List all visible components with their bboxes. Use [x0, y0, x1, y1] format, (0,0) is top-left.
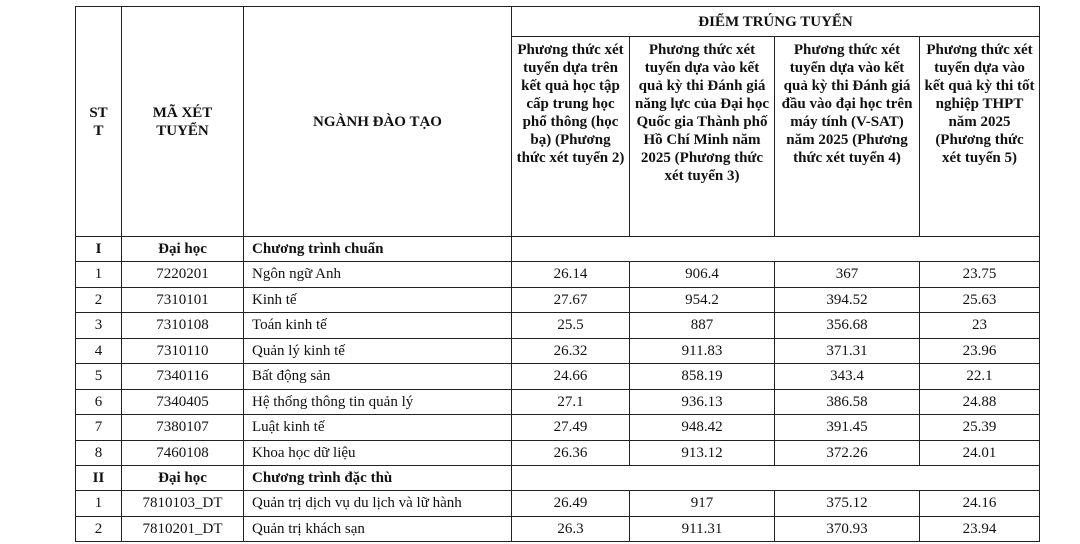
section-roman: I: [76, 237, 122, 262]
cell-score-method-3: 906.4: [630, 262, 775, 288]
cell-score-method-3: 936.13: [630, 389, 775, 415]
cell-score-method-2: 27.49: [512, 415, 630, 441]
cell-score-method-3: 911.31: [630, 516, 775, 542]
section-level: Đại học: [122, 237, 244, 262]
table-row: [76, 389, 1040, 415]
cell-score-method-2: 26.49: [512, 491, 630, 517]
section-roman: II: [76, 466, 122, 491]
cell-stt: 1: [76, 262, 122, 288]
cell-score-method-3: 917: [630, 491, 775, 517]
cell-score-method-2: 26.14: [512, 262, 630, 288]
table-row: [76, 287, 1040, 313]
cell-score-method-2: 26.32: [512, 338, 630, 364]
cell-major-name: Quản lý kinh tế: [244, 338, 512, 364]
cell-score-method-5: 25.39: [920, 415, 1040, 441]
cell-score-method-3: 858.19: [630, 364, 775, 390]
section-row: [76, 466, 1040, 491]
cell-score-method-2: 26.3: [512, 516, 630, 542]
header-method-3: Phương thức xét tuyển dựa vào kết quả kỳ thi Đánh giá năng lực của Đại học Quốc gia Thành phố Hồ Chí Minh năm 2025 (Phương thức xét tuyển 3): [630, 37, 775, 237]
cell-code: 7340405: [122, 389, 244, 415]
header-diem-trung-tuyen: ĐIỂM TRÚNG TUYỂN: [512, 7, 1040, 37]
cell-score-method-3: 954.2: [630, 287, 775, 313]
cell-score-method-2: 24.66: [512, 364, 630, 390]
cell-stt: 5: [76, 364, 122, 390]
header-method-5: Phương thức xét tuyển dựa vào kết quả kỳ thi tốt nghiệp THPT năm 2025 (Phương thức xét tuyển 5): [920, 37, 1040, 237]
table-row: [76, 440, 1040, 466]
table-body: [76, 237, 1040, 542]
section-program: Chương trình đặc thù: [244, 466, 512, 491]
cell-code: 7340116: [122, 364, 244, 390]
cell-code: 7810103_DT: [122, 491, 244, 517]
header-stt: ST T: [76, 7, 122, 237]
cell-score-method-4: 386.58: [775, 389, 920, 415]
cell-major-name: Toán kinh tế: [244, 313, 512, 339]
cell-score-method-5: 23.75: [920, 262, 1040, 288]
cell-score-method-4: 371.31: [775, 338, 920, 364]
cell-stt: 1: [76, 491, 122, 517]
cell-score-method-5: 24.88: [920, 389, 1040, 415]
cell-code: 7380107: [122, 415, 244, 441]
table-row: [76, 415, 1040, 441]
table-row: [76, 491, 1040, 517]
cell-score-method-4: 367: [775, 262, 920, 288]
cell-stt: 3: [76, 313, 122, 339]
table-row: [76, 516, 1040, 542]
cell-score-method-3: 911.83: [630, 338, 775, 364]
table-row: [76, 338, 1040, 364]
admission-scores-table: [75, 6, 1040, 542]
cell-score-method-4: 370.93: [775, 516, 920, 542]
section-row: [76, 237, 1040, 262]
cell-score-method-5: 24.01: [920, 440, 1040, 466]
cell-code: 7310110: [122, 338, 244, 364]
cell-stt: 8: [76, 440, 122, 466]
cell-score-method-2: 27.1: [512, 389, 630, 415]
header-method-2: Phương thức xét tuyển dựa trên kết quả học tập cấp trung học phổ thông (học bạ) (Phương thức xét tuyển 2): [512, 37, 630, 237]
section-blank-cell: [512, 466, 1040, 491]
table-row: [76, 262, 1040, 288]
cell-code: 7460108: [122, 440, 244, 466]
section-program: Chương trình chuẩn: [244, 237, 512, 262]
cell-stt: 6: [76, 389, 122, 415]
cell-major-name: Luật kinh tế: [244, 415, 512, 441]
cell-score-method-3: 887: [630, 313, 775, 339]
cell-major-name: Quản trị dịch vụ du lịch và lữ hành: [244, 491, 512, 517]
cell-major-name: Quản trị khách sạn: [244, 516, 512, 542]
cell-stt: 2: [76, 287, 122, 313]
header-ma-xet-tuyen: MÃ XÉT TUYỂN: [122, 7, 244, 237]
cell-code: 7220201: [122, 262, 244, 288]
cell-score-method-3: 948.42: [630, 415, 775, 441]
cell-score-method-3: 913.12: [630, 440, 775, 466]
cell-score-method-2: 25.5: [512, 313, 630, 339]
cell-major-name: Kinh tế: [244, 287, 512, 313]
cell-major-name: Bất động sản: [244, 364, 512, 390]
cell-score-method-5: 23.94: [920, 516, 1040, 542]
cell-major-name: Khoa học dữ liệu: [244, 440, 512, 466]
cell-code: 7810201_DT: [122, 516, 244, 542]
cell-stt: 4: [76, 338, 122, 364]
header-nganh-dao-tao: NGÀNH ĐÀO TẠO: [244, 7, 512, 237]
cell-score-method-5: 25.63: [920, 287, 1040, 313]
section-blank-cell: [512, 237, 1040, 262]
cell-code: 7310101: [122, 287, 244, 313]
cell-score-method-4: 394.52: [775, 287, 920, 313]
table-header: [76, 7, 1040, 237]
cell-code: 7310108: [122, 313, 244, 339]
cell-stt: 7: [76, 415, 122, 441]
cell-score-method-4: 343.4: [775, 364, 920, 390]
cell-stt: 2: [76, 516, 122, 542]
table-row: [76, 313, 1040, 339]
cell-score-method-4: 372.26: [775, 440, 920, 466]
header-method-4: Phương thức xét tuyển dựa vào kết quả kỳ thi Đánh giá đầu vào đại học trên máy tính (V-SAT) năm 2025 (Phương thức xét tuyển 4): [775, 37, 920, 237]
cell-score-method-5: 22.1: [920, 364, 1040, 390]
cell-major-name: Hệ thống thông tin quản lý: [244, 389, 512, 415]
cell-score-method-5: 24.16: [920, 491, 1040, 517]
cell-score-method-2: 27.67: [512, 287, 630, 313]
cell-major-name: Ngôn ngữ Anh: [244, 262, 512, 288]
cell-score-method-4: 391.45: [775, 415, 920, 441]
section-level: Đại học: [122, 466, 244, 491]
table-row: [76, 364, 1040, 390]
cell-score-method-4: 356.68: [775, 313, 920, 339]
cell-score-method-4: 375.12: [775, 491, 920, 517]
cell-score-method-5: 23: [920, 313, 1040, 339]
cell-score-method-2: 26.36: [512, 440, 630, 466]
cell-score-method-5: 23.96: [920, 338, 1040, 364]
